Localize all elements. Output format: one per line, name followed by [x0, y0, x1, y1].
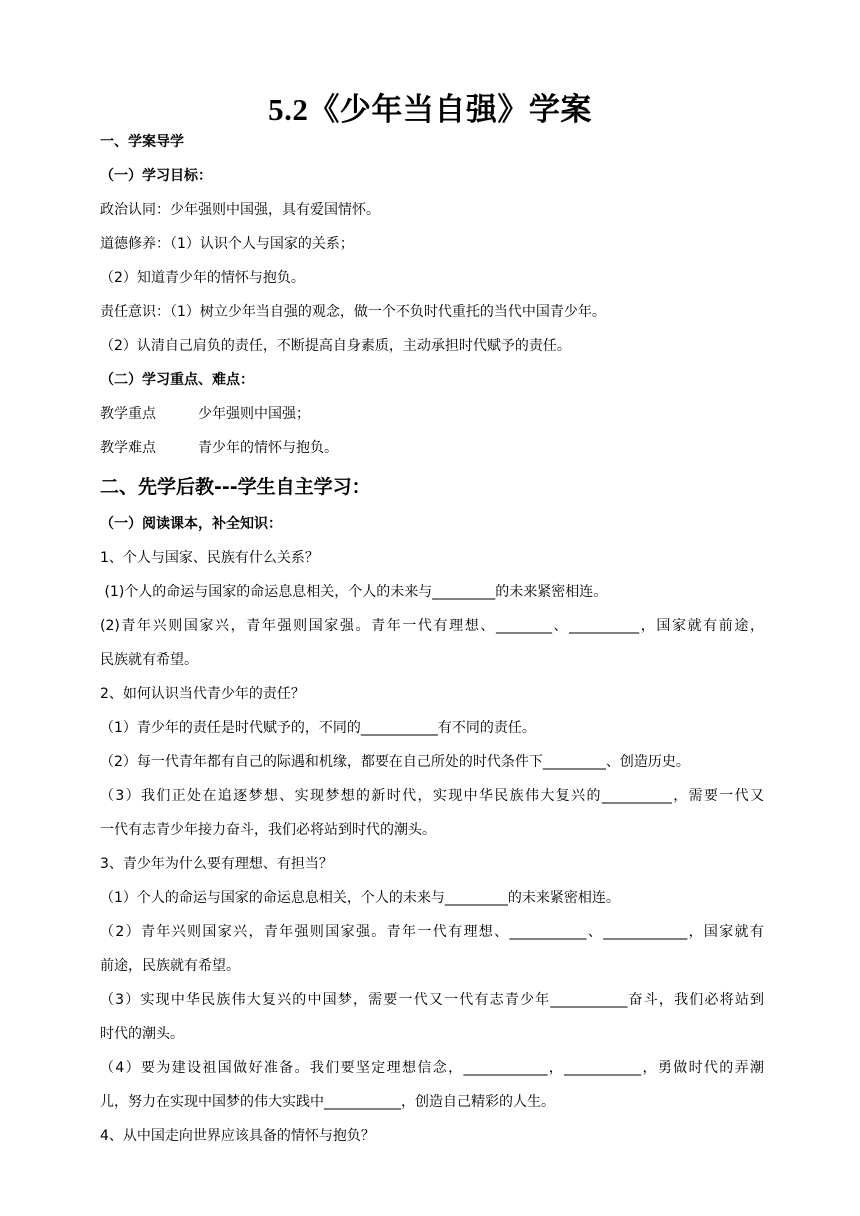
question-1-item-2-line-2: 民族就有希望。 [100, 652, 198, 668]
goal-responsibility-2: （2）认清自己肩负的责任，不断提高自身素质，主动承担时代赋予的责任。 [100, 338, 571, 354]
question-3: 3、青少年为什么要有理想、有担当？ [100, 856, 333, 872]
goal-moral-1: 道德修养：（1）认识个人与国家的关系； [100, 236, 354, 252]
goal-moral-2: （2）知道青少年的情怀与抱负。 [100, 270, 305, 286]
question-4: 4、从中国走向世界应该具备的情怀与抱负？ [100, 1128, 375, 1144]
question-2-item-1: （1）青少年的责任是时代赋予的，不同的___________有不同的责任。 [100, 720, 536, 736]
key-point-label: 教学重点 [100, 406, 156, 422]
question-3-item-2-line-2: 前途，民族就有希望。 [100, 958, 240, 974]
question-1-item-1: (1)个人的命运与国家的命运息息相关，个人的未来与_________的未来紧密相连。 [100, 584, 608, 600]
question-2-item-3-line-2: 一代有志青少年接力奋斗，我们必将站到时代的潮头。 [100, 822, 436, 838]
goal-responsibility-1: 责任意识：（1）树立少年当自强的观念，做一个不负时代重托的当代中国青少年。 [100, 304, 606, 320]
question-2-item-3-line-1: （3）我们正处在追逐梦想、实现梦想的新时代，实现中华民族伟大复兴的__________，需要一代又 [100, 788, 764, 804]
question-3-item-1: （1）个人的命运与国家的命运息息相关，个人的未来与_________的未来紧密相连。 [100, 890, 620, 906]
question-3-item-2-line-1: （2）青年兴则国家兴，青年强则国家强。青年一代有理想、___________、____________，国家就有 [100, 924, 764, 940]
question-1: 1、个人与国家、民族有什么关系？ [100, 550, 319, 566]
document-body [100, 132, 764, 1146]
subheading-key-points: （二）学习重点、难点： [100, 372, 254, 388]
question-3-item-3-line-2: 时代的潮头。 [100, 1026, 184, 1042]
subheading-read-textbook: （一）阅读课本，补全知识： [100, 516, 282, 532]
question-2-item-2: （2）每一代青年都有自己的际遇和机缘，都要在自己所处的时代条件下_________、创造历史。 [100, 754, 690, 770]
goal-political: 政治认同：少年强则中国强，具有爱国情怀。 [100, 202, 380, 218]
section-heading-1: 一、学案导学 [100, 134, 184, 150]
question-3-item-4-line-2: 儿，努力在实现中国梦的伟大实践中___________，创造自己精彩的人生。 [100, 1094, 555, 1110]
key-point-row [100, 404, 764, 424]
question-3-item-3-line-1: （3）实现中华民族伟大复兴的中国梦，需要一代又一代有志青少年___________奋斗，我们必将站到 [100, 992, 764, 1008]
document-title: 5.2《少年当自强》学案 [268, 92, 592, 127]
difficult-point-row [100, 438, 764, 458]
question-3-item-4-line-1: （4）要为建设祖国做好准备。我们要坚定理想信念，____________，___________，勇做时代的弄潮 [100, 1060, 764, 1076]
difficult-point-text: 青少年的情怀与抱负。 [198, 440, 338, 456]
question-2: 2、如何认识当代青少年的责任？ [100, 686, 305, 702]
key-point-text: 少年强则中国强； [198, 406, 310, 422]
difficult-point-label: 教学难点 [100, 440, 156, 456]
section-heading-2: 二、先学后教---学生自主学习： [100, 476, 371, 498]
question-1-item-2-line-1: (2)青年兴则国家兴，青年强则国家强。青年一代有理想、________、__________，国家就有前途， [100, 618, 764, 634]
subheading-learning-goals: （一）学习目标： [100, 168, 212, 184]
